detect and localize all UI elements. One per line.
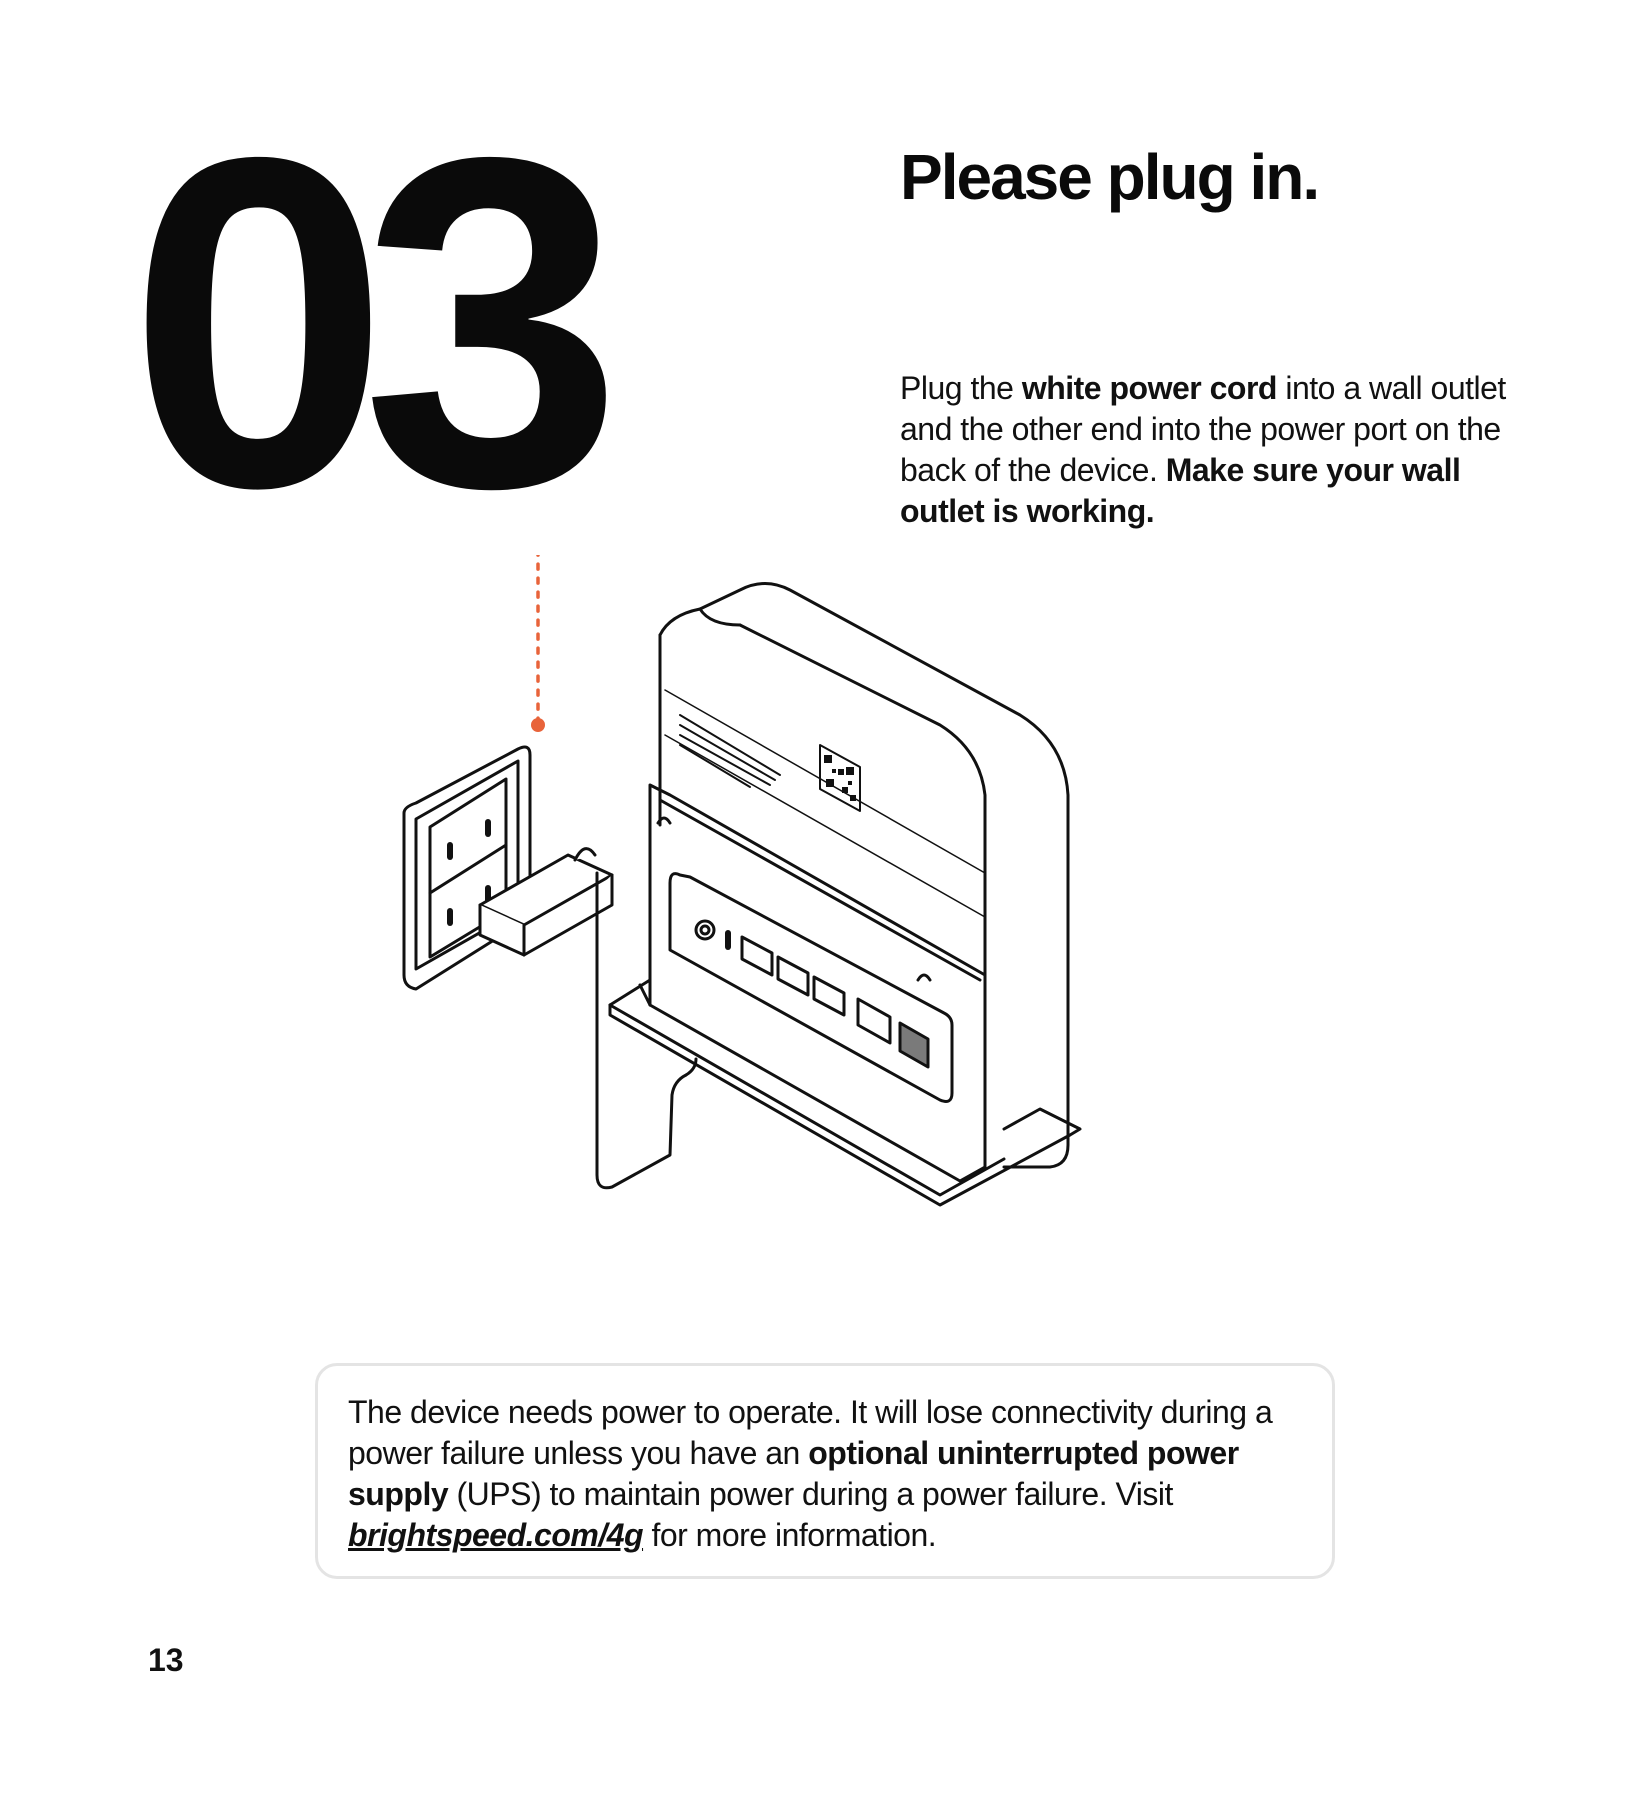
emphasis-outlet-working: Make sure your wall outlet is working. xyxy=(900,452,1461,529)
router-plug-illustration xyxy=(380,555,1180,1340)
emphasis-ups: optional uninterrupted power supply xyxy=(348,1435,1239,1512)
info-text-part: The device needs power to operate. It will lose connectivity during a power failure unless you have an xyxy=(348,1394,1273,1471)
power-cable xyxy=(597,873,686,1188)
info-text-part: (UPS) to maintain power during a power failure. Visit xyxy=(448,1476,1173,1512)
instructions-text: into a wall outlet and the other end into the power port on the back of the device. xyxy=(900,370,1506,488)
callout-line xyxy=(531,555,1137,732)
info-text-part: for more information. xyxy=(643,1517,937,1553)
power-adapter-icon xyxy=(480,849,612,955)
qr-code-icon xyxy=(820,745,860,811)
info-box xyxy=(315,1363,1335,1579)
router-icon xyxy=(610,584,1080,1206)
brightspeed-link[interactable]: brightspeed.com/4g xyxy=(348,1517,644,1553)
page-number: 13 xyxy=(148,1642,184,1678)
wall-outlet-icon xyxy=(404,747,530,989)
info-text xyxy=(348,1392,1328,1556)
instructions-paragraph xyxy=(900,368,1540,532)
page-title: Please plug in. xyxy=(900,141,1319,213)
ethernet-ports-icon xyxy=(742,937,928,1067)
emphasis-power-cord: white power cord xyxy=(1021,370,1277,406)
instructions-text: Plug the xyxy=(900,370,1022,406)
step-number: 03 xyxy=(128,60,595,585)
